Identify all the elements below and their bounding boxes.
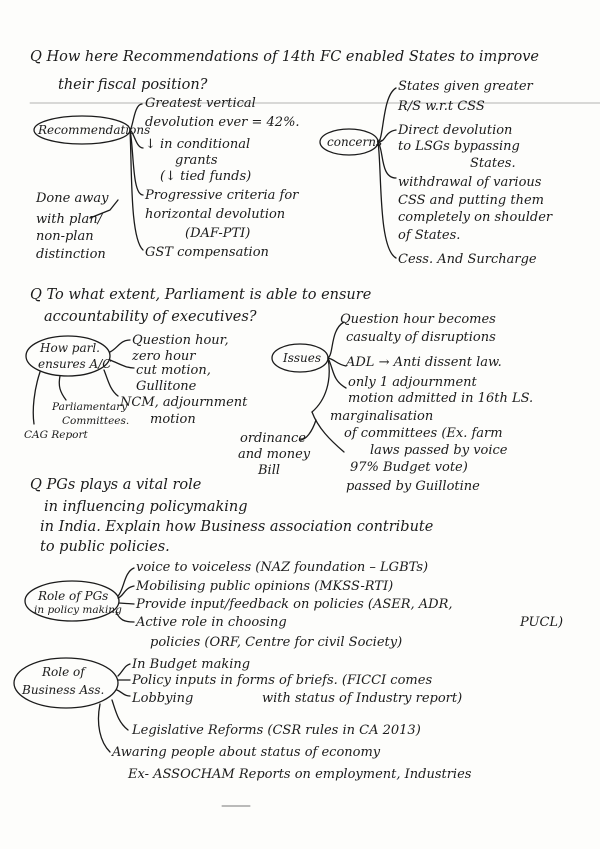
issue-item: casualty of disruptions [346,330,496,345]
pgs-item: PUCL) [520,615,564,630]
business-item: Policy inputs in forms of briefs. (FICCI comes [132,673,433,688]
rec-item: (↓ tied funds) [160,169,252,184]
issue-item: marginalisation [330,409,434,424]
rec-item: Progressive criteria for [145,188,299,203]
issues-label: Issues [283,351,322,365]
business-item: Ex- ASSOCHAM Reports on employment, Industries [128,767,472,782]
rec-side-note: distinction [36,247,106,262]
concern-item: States given greater [398,79,533,94]
committees-label: Committees. [62,415,130,427]
concern-item: withdrawal of various [398,175,542,190]
issue-item: Question hour becomes [340,312,496,327]
pgs-item: Provide input/feedback on policies (ASER, ADR, [136,597,453,612]
concern-item: CSS and putting them [398,193,544,208]
branch-qh-casualty [328,322,344,358]
business-label-line1: Role of [42,665,85,679]
issue-item: laws passed by voice [370,443,508,458]
branch-cess [378,142,396,258]
pgs-label-line2: in policy making [34,604,122,616]
how-item: Question hour, [132,333,229,348]
pgs-item: policies (ORF, Centre for civil Society) [150,635,403,650]
branch-greater [378,88,396,142]
branch-legislative [112,700,128,730]
issue-item: only 1 adjournment [348,375,477,390]
cag-report-label: CAG Report [24,429,88,441]
q3-title-line2: in influencing policymaking [44,499,248,515]
branch-lobbying [117,690,130,696]
committees-label: Parliamentary [52,401,128,413]
business-label-line2: Business Ass. [22,683,105,697]
issue-item: motion admitted in 16th LS. [348,391,534,406]
q1-title-line2: their fiscal position? [58,77,208,93]
branch-marginalisation [312,358,329,412]
rec-item: grants [175,153,218,168]
rec-side-note: Done away [36,191,109,206]
rec-item: Greatest vertical [145,96,256,111]
rec-item: horizontal devolution [145,207,286,222]
branch-cut-motion [110,360,134,368]
how-item: zero hour [132,349,196,364]
q3-title-line4: to public policies. [40,539,170,555]
ordinance-label: Bill [258,463,281,478]
rec-item: GST compensation [145,245,269,260]
concern-item: to LSGs bypassing [398,139,520,154]
rec-side-note: non-plan [36,229,94,244]
issue-item: of committees (Ex. farm [344,426,503,441]
concern-item: of States. [398,228,461,243]
concern-item: States. [470,156,516,171]
concern-item: Cess. And Surcharge [398,252,537,267]
concerns-label: concerns [327,135,383,149]
issue-item: passed by Guillotine [346,479,480,494]
concern-item: Direct devolution [398,123,513,138]
pgs-item: Mobilising public opinions (MKSS-RTI) [136,579,394,594]
how-parl-label-line2: ensures A/C [38,357,112,371]
business-item: Awaring people about status of economy [112,745,381,760]
ordinance-label: and money [238,447,311,462]
how-item: cut motion, [136,363,211,378]
pgs-label-line1: Role of PGs [38,589,109,603]
issue-item: ADL → Anti dissent law. [346,355,502,370]
rec-side-note: with plan/ [36,212,102,227]
q3-title-line3: in India. Explain how Business association contribute [40,519,434,535]
how-item: motion [150,412,196,427]
pgs-item: voice to voiceless (NAZ foundation – LGBTs) [136,560,429,575]
branch-voice [118,568,134,596]
branch-budget-making [118,664,130,676]
ordinance-label: ordinance [240,431,306,446]
q3-title-line1: Q PGs plays a vital role [30,477,202,493]
pgs-item: Active role in choosing [136,615,287,630]
business-item: Lobbying [132,691,194,706]
branch-committees [59,376,66,400]
how-parl-label-line1: How parl. [40,341,100,355]
rec-item: (DAF-PTI) [185,226,251,241]
recommendations-label: Recommendations [38,123,151,137]
business-item: Legislative Reforms (CSR rules in CA 2013) [132,723,421,738]
concern-item: R/S w.r.t CSS [398,99,485,114]
branch-awaring [98,704,110,752]
q1-title-line1: Q How here Recommendations of 14th FC enabled States to improve [30,49,539,65]
q2-title-line1: Q To what extent, Parliament is able to ensure [30,287,372,303]
business-item: with status of Industry report) [262,691,463,706]
branch-cag [33,372,40,424]
how-item: Gullitone [136,379,197,394]
business-item: In Budget making [132,657,251,672]
concern-item: completely on shoulder [398,210,553,225]
rec-item: ↓ in conditional [145,137,251,152]
branch-ncm [104,370,118,396]
q2-title-line2: accountability of executives? [44,309,257,325]
branch-question-hour [110,340,130,352]
how-item: NCM, adjournment [120,395,248,410]
rec-item: devolution ever = 42%. [145,115,300,130]
issue-item: 97% Budget vote) [350,460,468,475]
